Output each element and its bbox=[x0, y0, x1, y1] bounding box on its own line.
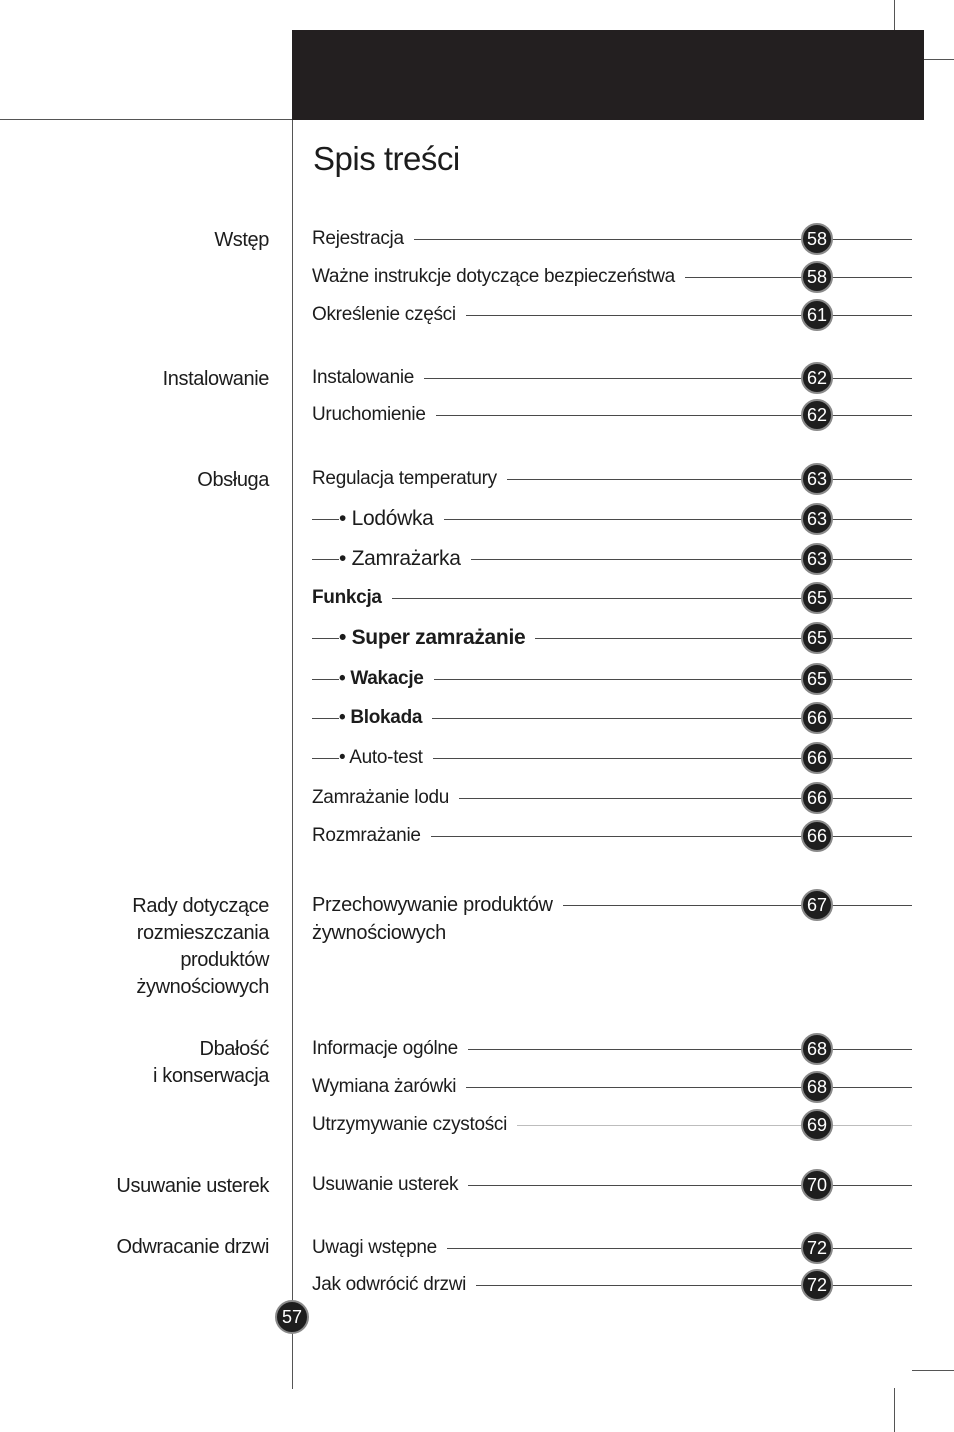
toc-entry-label: Uwagi wstępne bbox=[312, 1236, 447, 1260]
page-number-footer: 57 bbox=[275, 1300, 309, 1334]
toc-entry[interactable] bbox=[312, 1075, 912, 1099]
toc-entry[interactable] bbox=[312, 467, 912, 491]
page-number-badge: 61 bbox=[801, 299, 833, 331]
section-usuwanie-usterek: Usuwanie usterek bbox=[116, 1175, 269, 1197]
toc-entry[interactable] bbox=[312, 227, 912, 251]
toc-entry-label: Instalowanie bbox=[312, 366, 424, 390]
toc-entry-label: • Zamrażarka bbox=[339, 547, 471, 571]
page-number-badge: 63 bbox=[801, 543, 833, 575]
toc-entry-label: • Blokada bbox=[339, 706, 432, 730]
toc-entry[interactable] bbox=[312, 1173, 912, 1197]
section-instalowanie: Instalowanie bbox=[162, 368, 269, 390]
page-number-badge: 62 bbox=[801, 399, 833, 431]
toc-entry-label: Określenie części bbox=[312, 303, 466, 327]
toc-entry[interactable] bbox=[312, 1273, 912, 1297]
toc-entry-label: Regulacja temperatury bbox=[312, 467, 507, 491]
toc-entry[interactable] bbox=[312, 265, 912, 289]
crop-mark-bottom-right bbox=[894, 1388, 895, 1432]
section-dbalosc: Dbałość i konserwacja bbox=[153, 1038, 269, 1087]
page-number-badge: 63 bbox=[801, 503, 833, 535]
toc-entry[interactable] bbox=[312, 893, 912, 944]
toc-entry[interactable] bbox=[312, 547, 912, 571]
crop-mark-top-right bbox=[894, 0, 895, 30]
toc-entry-label: • Super zamrażanie bbox=[339, 626, 535, 650]
page-number-badge: 65 bbox=[801, 622, 833, 654]
toc-entry-label: Uruchomienie bbox=[312, 403, 436, 427]
section-rady: Rady dotyczące rozmieszczania produktów żywnościowych bbox=[132, 895, 269, 998]
toc-entry-label: • Auto-test bbox=[339, 746, 433, 770]
toc-entry[interactable] bbox=[312, 667, 912, 691]
toc-entry[interactable] bbox=[312, 507, 912, 531]
page-number-badge: 63 bbox=[801, 463, 833, 495]
page-number-badge: 68 bbox=[801, 1071, 833, 1103]
toc-entry-label: Rejestracja bbox=[312, 227, 414, 251]
toc-entry[interactable] bbox=[312, 786, 912, 810]
page-number-badge: 58 bbox=[801, 223, 833, 255]
page-number-badge: 70 bbox=[801, 1169, 833, 1201]
toc-entry[interactable] bbox=[312, 403, 912, 427]
page-number-badge: 72 bbox=[801, 1232, 833, 1264]
toc-entry[interactable] bbox=[312, 746, 912, 770]
toc-entry[interactable] bbox=[312, 824, 912, 848]
page-number-badge: 68 bbox=[801, 1033, 833, 1065]
page-number-badge: 65 bbox=[801, 582, 833, 614]
center-divider bbox=[292, 119, 293, 1389]
page-number-badge: 67 bbox=[801, 889, 833, 921]
toc-entry-label: Wymiana żarówki bbox=[312, 1075, 466, 1099]
section-obsluga: Obsługa bbox=[197, 469, 269, 491]
toc-entry-label: • Wakacje bbox=[339, 667, 434, 691]
page-number-badge: 72 bbox=[801, 1269, 833, 1301]
toc-entry-label: Usuwanie usterek bbox=[312, 1173, 468, 1197]
toc-entry[interactable] bbox=[312, 706, 912, 730]
page-number-badge: 65 bbox=[801, 663, 833, 695]
page-title: Spis treści bbox=[313, 140, 460, 177]
page-number-badge: 66 bbox=[801, 702, 833, 734]
toc-entry-label: • Lodówka bbox=[339, 507, 444, 531]
page-number-badge: 66 bbox=[801, 820, 833, 852]
section-wstep: Wstęp bbox=[214, 229, 269, 251]
toc-entry[interactable] bbox=[312, 586, 912, 610]
crop-mark-right-top bbox=[924, 59, 954, 60]
page-number-badge: 66 bbox=[801, 742, 833, 774]
toc-entry-label: Funkcja bbox=[312, 586, 392, 610]
toc-entry-label: Zamrażanie lodu bbox=[312, 786, 459, 810]
toc-entry-label: Ważne instrukcje dotyczące bezpieczeństwa bbox=[312, 265, 685, 289]
toc-entry-label: Przechowywanie produktów bbox=[312, 893, 563, 917]
toc-entry-label: Rozmrażanie bbox=[312, 824, 431, 848]
toc-entry[interactable] bbox=[312, 1236, 912, 1260]
toc-entry[interactable] bbox=[312, 303, 912, 327]
header-bar bbox=[292, 30, 924, 120]
page-number-badge: 69 bbox=[801, 1109, 833, 1141]
toc-entry-label-line2: żywnościowych bbox=[312, 922, 446, 944]
toc-entry-label: Jak odwrócić drzwi bbox=[312, 1273, 476, 1297]
page-number-badge: 66 bbox=[801, 782, 833, 814]
toc-entry[interactable] bbox=[312, 1037, 912, 1061]
crop-mark-right-bottom bbox=[912, 1370, 954, 1371]
toc-entry[interactable] bbox=[312, 626, 912, 650]
top-left-rule bbox=[0, 119, 292, 120]
toc-entry-label: Utrzymywanie czystości bbox=[312, 1113, 517, 1137]
toc-entry[interactable] bbox=[312, 1113, 912, 1137]
page-number-badge: 58 bbox=[801, 261, 833, 293]
page-number-badge: 62 bbox=[801, 362, 833, 394]
toc-entry[interactable] bbox=[312, 366, 912, 390]
toc-entry-label: Informacje ogólne bbox=[312, 1037, 468, 1061]
section-odwracanie-drzwi: Odwracanie drzwi bbox=[116, 1236, 269, 1258]
